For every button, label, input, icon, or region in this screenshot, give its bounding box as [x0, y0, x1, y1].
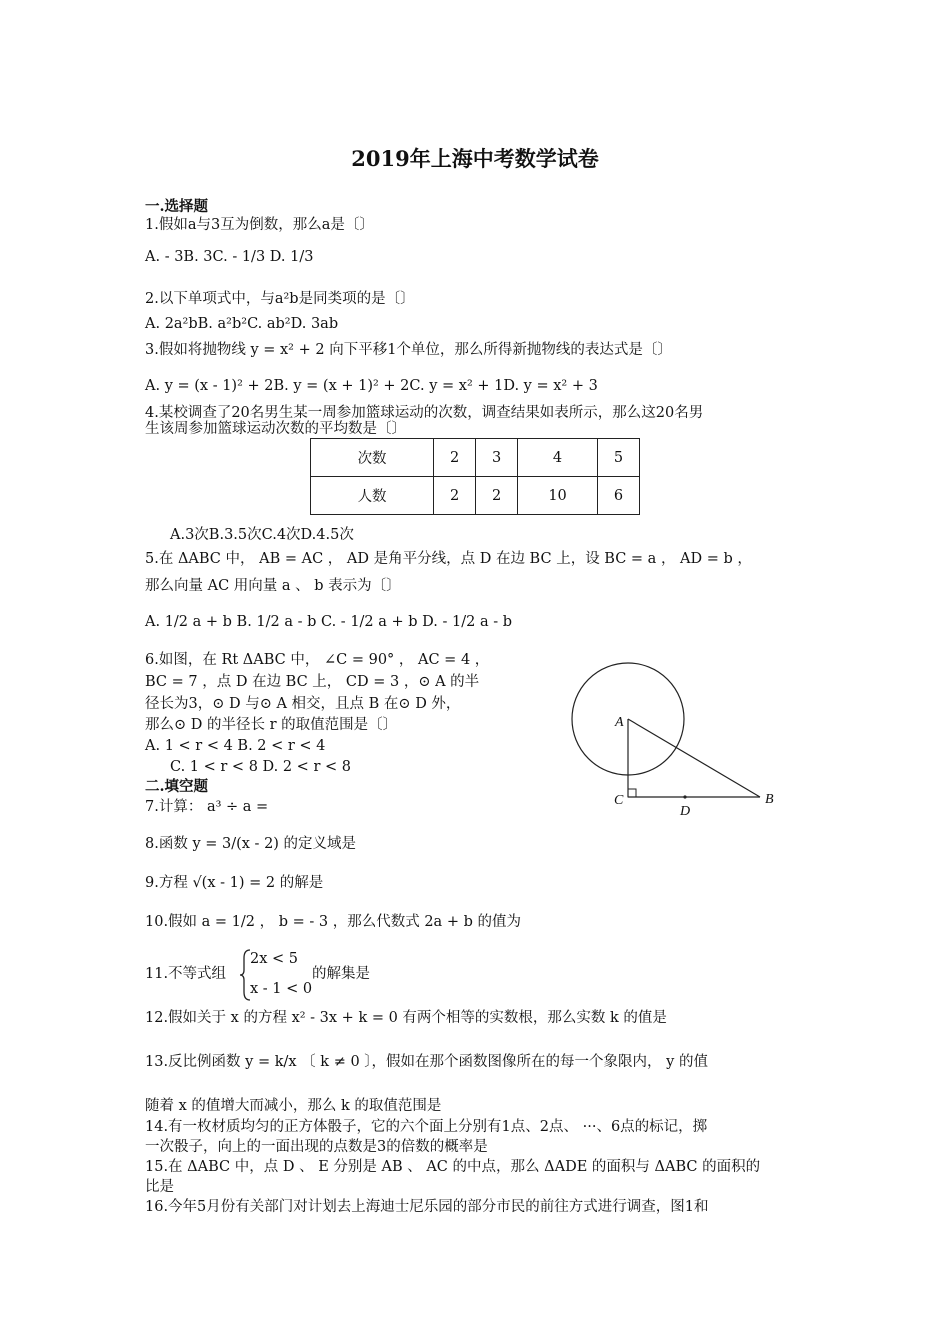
q8: 8.函数 y = 3/(x - 2) 的定义域是: [145, 836, 357, 852]
q1-stem: 1.假如a与3互为倒数，那么a是〔〕: [145, 217, 374, 233]
table-row-header: 人数: [311, 477, 434, 515]
q5-options: A. 1/2 a + b B. 1/2 a - b C. - 1/2 a + b D. - 1/2 a - b: [145, 614, 512, 630]
q6-line2: BC = 7 ，点 D 在边 BC 上， CD = 3 ，⊙ A 的半: [145, 674, 480, 690]
q6-figure: [560, 655, 790, 825]
q4-stem-line1: 4.某校调查了20名男生某一周参加篮球运动的次数，调查结果如表所示，那么这20名男: [145, 405, 704, 421]
q9: 9.方程 √(x - 1) = 2 的解是: [145, 875, 324, 891]
table-cell: 2: [434, 477, 476, 515]
q11-inequality-1: 2x < 5: [250, 951, 298, 967]
table-cell: 6: [597, 477, 639, 515]
table-cell: 4: [518, 439, 598, 477]
q5-line1: 5.在 ΔABC 中， AB = AC ， AD 是角平分线，点 D 在边 BC 上，设 BC = a ， AD = b ，: [145, 551, 752, 567]
q6-line3: 径长为3，⊙ D 与⊙ A 相交，且点 B 在⊙ D 外，: [145, 696, 461, 712]
q4-options: A.3次B.3.5次C.4次D.4.5次: [170, 527, 354, 543]
table-row: [311, 477, 640, 515]
q6-options-ab: A. 1 < r < 4 B. 2 < r < 4: [145, 738, 326, 754]
right-angle-mark: [628, 789, 636, 797]
section-heading-choice: 一.选择题: [145, 198, 209, 215]
q2-stem: 2.以下单项式中，与a²b是同类项的是〔〕: [145, 291, 415, 307]
label-c: C: [614, 793, 624, 808]
q6-line4: 那么⊙ D 的半径长 r 的取值范围是〔〕: [145, 717, 398, 733]
table-cell: 2: [476, 477, 518, 515]
table-row: [311, 439, 640, 477]
table-row-header: 次数: [311, 439, 434, 477]
section-heading-fill: 二.填空题: [145, 778, 209, 795]
q6-line1: 6.如图，在 Rt ΔABC 中， ∠C = 90° ， AC = 4 ，: [145, 652, 490, 668]
q15-line1: 15.在 ΔABC 中，点 D 、 E 分别是 AB 、 AC 的中点，那么 ΔADE 的面积与 ΔABC 的面积的: [145, 1159, 761, 1175]
q14-line1: 14.有一枚材质均匀的正方体骰子，它的六个面上分别有1点、2点、 ···、6点的标记，掷: [145, 1119, 708, 1135]
q13-line2: 随着 x 的值增大而减小，那么 k 的取值范围是: [145, 1098, 442, 1114]
q5-line2: 那么向量 AC 用向量 a 、 b 表示为〔〕: [145, 578, 401, 594]
segment-ab: [628, 719, 760, 797]
q12: 12.假如关于 x 的方程 x² - 3x + k = 0 有两个相等的实数根，那么实数 k 的值是: [145, 1010, 667, 1026]
q14-line2: 一次骰子，向上的一面出现的点数是3的倍数的概率是: [145, 1139, 488, 1155]
q11-prefix: 11.不等式组: [145, 966, 227, 982]
label-a: A: [615, 715, 624, 730]
q4-stem-line2: 生该周参加篮球运动次数的平均数是〔〕: [145, 421, 406, 437]
q3-stem: 3.假如将抛物线 y = x² + 2 向下平移1个单位，那么所得新抛物线的表达式是〔〕: [145, 342, 672, 358]
q11-suffix: 的解集是: [312, 966, 370, 982]
point-d-dot: [683, 795, 686, 798]
q10: 10.假如 a = 1/2 ， b = - 3 ，那么代数式 2a + b 的值为: [145, 914, 521, 930]
q15-line2: 比是: [145, 1179, 174, 1195]
q11-inequality-2: x - 1 < 0: [250, 981, 313, 997]
label-b: B: [765, 792, 774, 807]
q1-options: A. - 3B. 3C. - 1/3 D. 1/3: [145, 249, 314, 265]
label-d: D: [680, 804, 691, 819]
q6-options-cd: C. 1 < r < 8 D. 2 < r < 8: [170, 759, 351, 775]
page-title: 2019年上海中考数学试卷: [351, 146, 599, 171]
q4-frequency-table: [310, 438, 640, 515]
table-cell: 10: [518, 477, 598, 515]
q13-line1: 13.反比例函数 y = k/x 〔 k ≠ 0 〕，假如在那个函数图像所在的每一个象限内， y 的值: [145, 1054, 708, 1070]
table-cell: 3: [476, 439, 518, 477]
table-cell: 5: [597, 439, 639, 477]
q7: 7.计算： a³ ÷ a =: [145, 799, 269, 815]
q16: 16.今年5月份有关部门对计划去上海迪士尼乐园的部分市民的前往方式进行调查，图1和: [145, 1199, 709, 1215]
q3-options: A. y = (x - 1)² + 2B. y = (x + 1)² + 2C. y = x² + 1D. y = x² + 3: [145, 378, 598, 394]
q2-options: A. 2a²bB. a²b²C. ab²D. 3ab: [145, 316, 339, 332]
table-cell: 2: [434, 439, 476, 477]
